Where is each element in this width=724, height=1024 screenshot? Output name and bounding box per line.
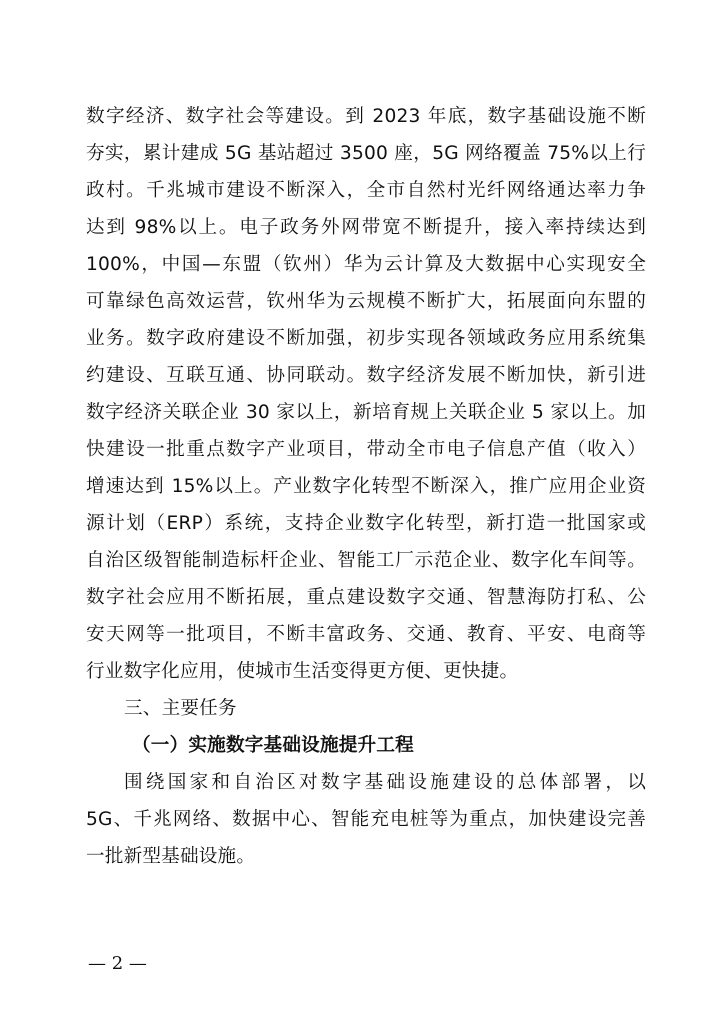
paragraph-1-line-5: 100%，中国—东盟（钦州）华为云计算及大数据中心实现安全 (86, 254, 646, 275)
paragraph-2-line-2: 5G、千兆网络、数据中心、智能充电桩等为重点，加快建设完善 (86, 809, 646, 830)
paragraph-1-line-16: 行业数字化应用，使城市生活变得更方便、更快捷。 (86, 661, 519, 682)
paragraph-1-line-14: 数字社会应用不断拓展，重点建设数字交通、智慧海防打私、公 (86, 587, 646, 608)
page-number: — 2 — (88, 953, 147, 974)
paragraph-1-line-12: 源计划（ERP）系统，支持企业数字化转型，新打造一批国家或 (86, 513, 646, 534)
paragraph-2-line-3: 一批新型基础设施。 (86, 846, 256, 867)
paragraph-1-line-2: 夯实，累计建成 5G 基站超过 3500 座，5G 网络覆盖 75%以上行 (86, 143, 646, 164)
paragraph-1-line-4: 达到 98%以上。电子政务外网带宽不断提升，接入率持续达到 (86, 217, 646, 238)
paragraph-1-line-11: 增速达到 15%以上。产业数字化转型不断深入，推广应用企业资 (86, 476, 646, 497)
paragraph-1-line-10: 快建设一批重点数字产业项目，带动全市电子信息产值（收入） (86, 439, 646, 460)
paragraph-1-line-15: 安天网等一批项目，不断丰富政务、交通、教育、平安、电商等 (86, 624, 646, 645)
paragraph-1-line-9: 数字经济关联企业 30 家以上，新培育规上关联企业 5 家以上。加 (86, 402, 646, 423)
subsection-heading: （一）实施数字基础设施提升工程 (132, 735, 414, 756)
paragraph-1-line-1: 数字经济、数字社会等建设。到 2023 年底，数字基础设施不断 (86, 106, 646, 127)
paragraph-1-line-8: 约建设、互联互通、协同联动。数字经济发展不断加快，新引进 (86, 365, 646, 386)
section-heading: 三、主要任务 (124, 698, 237, 719)
paragraph-1-line-6: 可靠绿色高效运营，钦州华为云规模不断扩大，拓展面向东盟的 (86, 291, 646, 312)
paragraph-1-line-7: 业务。数字政府建设不断加强，初步实现各领域政务应用系统集 (86, 328, 646, 349)
paragraph-1-line-13: 自治区级智能制造标杆企业、智能工厂示范企业、数字化车间等。 (86, 550, 646, 571)
paragraph-2-line-1: 围绕国家和自治区对数字基础设施建设的总体部署，以 (124, 772, 646, 793)
paragraph-1-line-3: 政村。千兆城市建设不断深入，全市自然村光纤网络通达率力争 (86, 180, 646, 201)
